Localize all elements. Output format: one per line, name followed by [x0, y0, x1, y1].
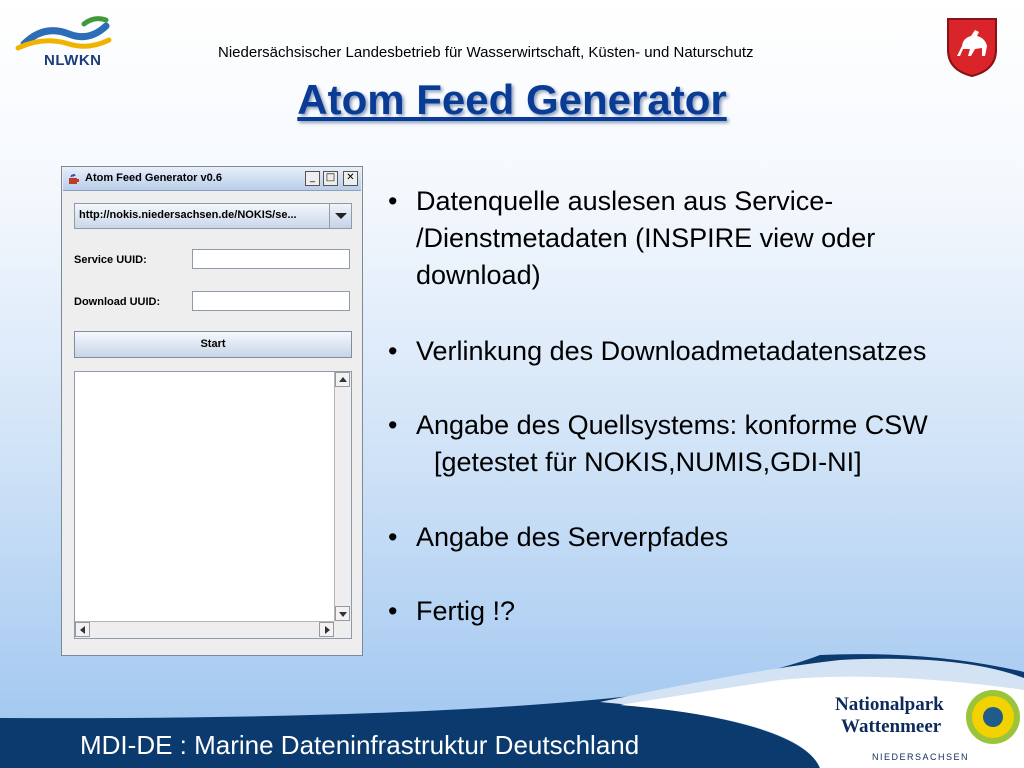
nlwkn-logo — [14, 14, 114, 70]
output-textarea[interactable] — [74, 371, 352, 639]
lower-saxony-crest-icon — [945, 16, 999, 78]
scroll-left-icon[interactable] — [75, 622, 90, 637]
scroll-up-icon[interactable] — [335, 372, 350, 387]
list-item-text: [getestet für NOKIS,NUMIS,GDI-NI] — [434, 447, 862, 477]
bullet-icon: • — [388, 596, 398, 626]
bullet-icon: • — [388, 336, 398, 366]
bullet-icon: • — [388, 186, 398, 216]
list-item-text: Datenquelle auslesen aus Service- — [416, 186, 834, 216]
bullet-icon: • — [388, 410, 398, 440]
service-uuid-input[interactable] — [192, 249, 350, 269]
list-item-text: /Dienstmetadaten (INSPIRE view oder — [416, 223, 876, 253]
chevron-down-icon[interactable] — [329, 204, 351, 228]
download-uuid-input[interactable] — [192, 291, 350, 311]
scroll-down-icon[interactable] — [335, 606, 350, 621]
vertical-scrollbar[interactable] — [334, 372, 351, 621]
organization-name: Niedersächsischer Landesbetrieb für Wasserwirtschaft, Küsten- und Naturschutz — [218, 44, 754, 61]
maximize-button[interactable]: □ — [323, 171, 338, 186]
app-window — [61, 166, 363, 656]
window-title: Atom Feed Generator v0.6 — [85, 172, 222, 184]
nationalpark-logo-line1: Nationalpark — [835, 694, 944, 715]
service-url-value: http://nokis.niedersachsen.de/NOKIS/se... — [79, 209, 297, 221]
nationalpark-logo-line2: Wattenmeer — [841, 716, 942, 737]
download-uuid-label: Download UUID: — [74, 296, 161, 308]
list-item-text: Angabe des Quellsystems: konforme CSW — [416, 410, 928, 440]
nlwkn-logo-text: NLWKN — [44, 52, 102, 69]
service-url-dropdown[interactable] — [74, 203, 352, 229]
nationalpark-sun-icon — [964, 688, 1022, 746]
list-item-text: download) — [416, 260, 541, 290]
nationalpark-logo-line3: NIEDERSACHSEN — [872, 752, 970, 762]
footer-text: MDI-DE : Marine Dateninfrastruktur Deutschland — [80, 730, 640, 760]
list-item-text: Verlinkung des Downloadmetadatensatzes — [416, 336, 927, 366]
scroll-right-icon[interactable] — [319, 622, 334, 637]
window-titlebar[interactable] — [63, 168, 361, 191]
start-button[interactable]: Start — [74, 331, 352, 358]
list-item-text: Angabe des Serverpfades — [416, 522, 729, 552]
scrollbar-corner — [334, 621, 351, 638]
list-item-text: Fertig !? — [416, 596, 516, 626]
java-cup-icon — [67, 172, 81, 186]
close-button[interactable]: ✕ — [343, 171, 358, 186]
nlwkn-wave-icon — [14, 14, 114, 54]
horizontal-scrollbar[interactable] — [75, 621, 334, 638]
service-uuid-label: Service UUID: — [74, 254, 147, 266]
minimize-button[interactable]: _ — [305, 171, 320, 186]
bullet-icon: • — [388, 522, 398, 552]
page-title: Atom Feed Generator — [297, 76, 727, 123]
